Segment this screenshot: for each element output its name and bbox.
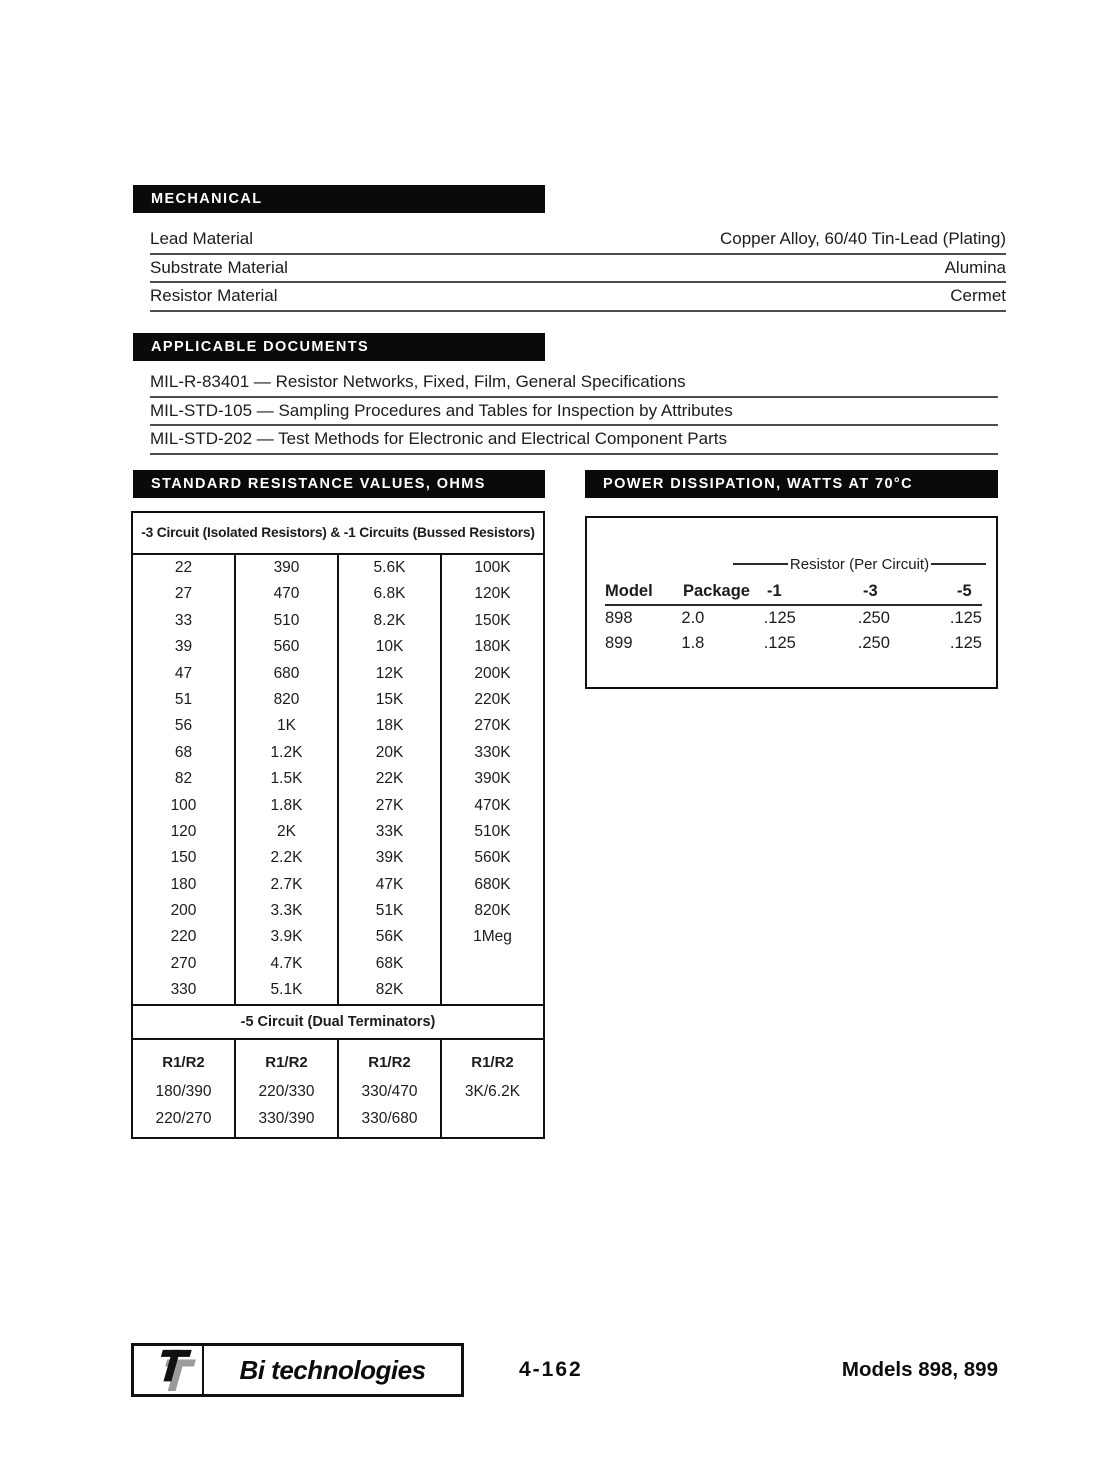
section-header-power-dissipation: POWER DISSIPATION, WATTS AT 70°C (585, 470, 998, 498)
resistance-value: 39K (375, 849, 404, 867)
resistance-value: 120 (170, 822, 197, 840)
resistance-value: 68 (174, 743, 193, 761)
power-table-row (605, 606, 982, 631)
resistance-value: 2K (277, 822, 296, 840)
resistance-value: 33 (174, 611, 193, 629)
resistance-value: 20K (375, 743, 404, 761)
tt-logo-svg (140, 1346, 196, 1394)
r1r2-value (442, 1105, 543, 1132)
resistance-column (236, 555, 339, 1004)
resistance-value: 120K (474, 585, 511, 603)
resistance-value: 270 (170, 954, 197, 972)
resistance-value: 3.3K (270, 902, 303, 920)
span-rule-right (931, 563, 986, 565)
power-column-header: -3 (863, 581, 878, 600)
resistance-value: 510 (273, 611, 300, 629)
resistance-value: 6.8K (373, 585, 406, 603)
resistance-value: 330K (474, 743, 511, 761)
spec-value: Copper Alloy, 60/40 Tin-Lead (Plating) (719, 229, 1006, 249)
spec-label: Lead Material (150, 229, 254, 249)
resistance-value: 22 (174, 559, 193, 576)
r1r2-value: 330/390 (258, 1109, 315, 1127)
r1r2-value: 180/390 (155, 1082, 212, 1100)
resistance-value: 820 (273, 690, 300, 708)
resistance-value: 82 (174, 770, 193, 788)
document-item (150, 426, 998, 455)
document-text: MIL-R-83401 — Resistor Networks, Fixed, Film, General Specifications (150, 372, 686, 392)
resistance-value: 56 (174, 717, 193, 735)
r1r2-column (236, 1040, 339, 1137)
resistance-value: 4.7K (270, 954, 303, 972)
power-value: .125 (763, 609, 796, 627)
r1r2-value: 330/680 (361, 1109, 418, 1127)
document-text: MIL-STD-105 — Sampling Procedures and Tables for Inspection by Attributes (150, 400, 733, 420)
power-value: .250 (857, 634, 890, 652)
spec-value: Cermet (950, 286, 1006, 306)
power-value: 2.0 (681, 609, 705, 627)
r1r2-column (442, 1040, 543, 1137)
mechanical-spec-list (150, 226, 1006, 312)
resistance-value: 560 (273, 638, 300, 656)
resistance-value: 18K (375, 717, 404, 735)
resistance-value: 680 (273, 664, 300, 682)
resistance-value: 2.2K (270, 849, 303, 867)
resistor-per-circuit-span (733, 554, 986, 574)
r1r2-value: 220/330 (258, 1082, 315, 1100)
resistance-value: 51K (375, 902, 404, 920)
resistance-value (442, 977, 543, 1003)
section-header-standard-resistance: STANDARD RESISTANCE VALUES, OHMS (133, 470, 545, 498)
resistance-value: 200K (474, 664, 511, 682)
span-rule-left (733, 563, 788, 565)
resistance-column (133, 555, 236, 1004)
resistance-value: 330 (170, 981, 197, 999)
dual-terminator-grid (133, 1040, 543, 1137)
spec-label: Substrate Material (150, 257, 288, 277)
document-text: MIL-STD-202 — Test Methods for Electronic and Electrical Component Parts (150, 429, 727, 449)
resistance-value: 1.8K (270, 796, 303, 814)
resistance-value: 33K (375, 822, 404, 840)
span-label: Resistor (Per Circuit) (789, 555, 930, 573)
power-column-header: -1 (767, 581, 782, 600)
resistance-value: 5.6K (373, 559, 406, 576)
resistance-value: 560K (474, 849, 511, 867)
resistance-value (442, 951, 543, 977)
page-number: 4-162 (519, 1358, 583, 1381)
power-value: 898 (605, 609, 633, 627)
resistance-column (442, 555, 543, 1004)
r1r2-column-header: R1/R2 (368, 1053, 411, 1071)
power-value: .125 (763, 634, 796, 652)
power-value: 899 (605, 634, 633, 652)
resistance-value: 150K (474, 611, 511, 629)
r1r2-column (339, 1040, 442, 1137)
resistance-value: 180 (170, 875, 197, 893)
power-table-row (605, 631, 982, 656)
power-column-header: -5 (957, 581, 972, 600)
resistance-value: 47 (174, 664, 193, 682)
resistance-value: 8.2K (373, 611, 406, 629)
power-value: .125 (949, 634, 982, 652)
logo-wordmark: Bi technologies (239, 1354, 426, 1385)
section-header-mechanical: MECHANICAL (133, 185, 545, 213)
resistance-values-grid (133, 555, 543, 1004)
spec-row-substrate-material (150, 255, 1006, 284)
resistance-value: 680K (474, 875, 511, 893)
resistance-value: 100 (170, 796, 197, 814)
power-dissipation-table (605, 578, 982, 656)
resistance-value: 220K (474, 690, 511, 708)
tt-logo-icon (134, 1346, 204, 1394)
r1r2-value: 3K/6.2K (464, 1082, 521, 1100)
power-value: .125 (949, 609, 982, 627)
resistance-value: 2.7K (270, 875, 303, 893)
resistance-value: 270K (474, 717, 511, 735)
r1r2-value: 220/270 (155, 1109, 212, 1127)
r1r2-value: 330/470 (361, 1082, 418, 1100)
resistance-value: 390 (273, 559, 300, 576)
resistance-value: 47K (375, 875, 404, 893)
r1r2-column-header: R1/R2 (265, 1053, 308, 1071)
resistance-value: 27K (375, 796, 404, 814)
document-item (150, 398, 998, 427)
resistance-value: 180K (474, 638, 511, 656)
dual-terminator-band: -5 Circuit (Dual Terminators) (133, 1004, 543, 1040)
resistance-value: 1K (277, 717, 296, 735)
resistance-value: 3.9K (270, 928, 303, 946)
r1r2-column (133, 1040, 236, 1137)
resistance-value: 1.2K (270, 743, 303, 761)
resistance-value: 470K (474, 796, 511, 814)
spec-label: Resistor Material (150, 286, 278, 306)
section-header-applicable-documents: APPLICABLE DOCUMENTS (133, 333, 545, 361)
models-label: Models 898, 899 (841, 1358, 998, 1381)
r1r2-column-header: R1/R2 (162, 1053, 205, 1071)
resistance-value: 39 (174, 638, 193, 656)
resistance-value: 82K (375, 981, 404, 999)
spec-value: Alumina (944, 257, 1006, 277)
resistance-value: 150 (170, 849, 197, 867)
spec-row-lead-material (150, 226, 1006, 255)
resistance-value: 200 (170, 902, 197, 920)
resistance-value: 56K (375, 928, 404, 946)
resistance-value: 15K (375, 690, 404, 708)
spec-row-resistor-material (150, 283, 1006, 312)
resistance-value: 1.5K (270, 770, 303, 788)
resistance-column (339, 555, 442, 1004)
resistance-value: 12K (375, 664, 404, 682)
resistance-value: 100K (474, 559, 511, 576)
resistance-value: 27 (174, 585, 193, 603)
resistance-value: 68K (375, 954, 404, 972)
r1r2-column-header: R1/R2 (471, 1053, 514, 1071)
resistance-value: 22K (375, 770, 404, 788)
power-table-header-row (605, 578, 982, 606)
document-item (150, 369, 998, 398)
applicable-documents-list (150, 369, 998, 455)
resistance-value: 1Meg (473, 928, 512, 946)
standard-resistance-table (131, 511, 545, 1139)
resistance-value: 510K (474, 822, 511, 840)
resistance-value: 820K (474, 902, 511, 920)
resistance-value: 470 (273, 585, 300, 603)
power-value: .250 (857, 609, 890, 627)
resistance-table-group-header: -3 Circuit (Isolated Resistors) & -1 Circuits (Bussed Resistors) (133, 513, 543, 555)
resistance-value: 5.1K (270, 981, 303, 999)
power-column-header: Package (683, 581, 750, 600)
resistance-value: 10K (375, 638, 404, 656)
bi-technologies-logo (131, 1343, 464, 1397)
resistance-value: 390K (474, 770, 511, 788)
resistance-value: 51 (174, 690, 193, 708)
resistance-value: 220 (170, 928, 197, 946)
power-value: 1.8 (681, 634, 705, 652)
power-column-header: Model (605, 581, 653, 600)
power-dissipation-box (585, 516, 998, 689)
